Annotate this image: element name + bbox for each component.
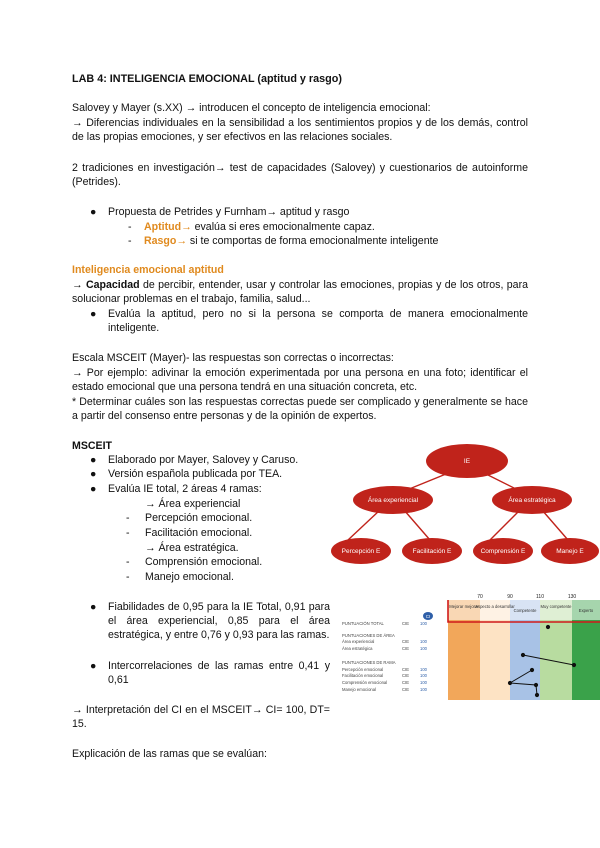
aptitud-label: Aptitud→ [144, 221, 192, 233]
score-point [534, 683, 537, 686]
tick-label: 110 [536, 594, 544, 600]
score-point [508, 681, 511, 684]
bullet-dot: ● [90, 601, 97, 613]
intro-definition: → Diferencias individuales en la sensibilidad a los sentimientos propios y de los demás, control de las propias emociones, y ser efectivos en las relaciones sociales. [72, 117, 528, 144]
arrow: → [72, 279, 86, 291]
node-branch-label: Facilitación E [412, 548, 452, 555]
profile-row-score: 100 [420, 680, 427, 685]
msceit-example: → Por ejemplo: adivinar la emoción experimentada por una persona en una foto; identificar el estado emocional que una persona tendrá en una situación concreta, etc. [72, 367, 528, 394]
score-point [521, 653, 524, 656]
bullet-dot: ● [90, 454, 97, 466]
ci-badge-label: CI [425, 614, 431, 619]
branch-item: Facilitación emocional. [145, 527, 253, 539]
profile-row-code: CIE [402, 646, 409, 651]
connector-line [348, 510, 380, 540]
score-point [535, 693, 538, 696]
column-label: Competente [513, 608, 537, 613]
column-label: Muy competente [540, 604, 572, 609]
node-branch-label: Percepción E [341, 548, 381, 555]
profile-row-score: 100 [420, 667, 427, 672]
intercorrelation-bullet: Intercorrelaciones de las ramas entre 0,41 y 0,61 [108, 660, 330, 687]
bullet-dot: ● [90, 206, 97, 218]
intro-line: Salovey y Mayer (s.XX) → introducen el concepto de inteligencia emocional: [72, 102, 431, 114]
profile-row-label: Comprensión emocional [342, 680, 388, 685]
capacidad-word: Capacidad [85, 279, 140, 291]
branch-item: Comprensión emocional. [145, 556, 263, 568]
dash: - [126, 556, 130, 568]
dash: - [126, 512, 130, 524]
profile-row-score: 100 [420, 687, 427, 692]
branch-item: Percepción emocional. [145, 512, 253, 524]
msceit-bullet: Evalúa IE total, 2 áreas 4 ramas: [108, 483, 262, 495]
node-branch-label: Comprensión E [480, 548, 526, 555]
bullet-dot: ● [90, 483, 97, 495]
profile-row-label: Manejo emocional [342, 687, 376, 692]
area-experiencial: → Área experiencial [145, 498, 241, 510]
area-estrategica: → Área estratégica. [145, 542, 239, 554]
profile-row-label: Área experiencial [342, 639, 375, 644]
connector-line [490, 510, 520, 540]
ie-hierarchy-diagram [330, 440, 600, 575]
interpretation-line: → Interpretación del CI en el MSCEIT→ CI= 100, DT= 15. [72, 704, 330, 731]
bullet-dot: ● [90, 468, 97, 480]
aptitud-definition [72, 278, 528, 306]
score-point [572, 663, 575, 666]
bullet-dot: ● [90, 660, 97, 672]
traditions-paragraph: 2 tradiciones en investigación→ test de capacidades (Salovey) y cuestionarios de autoinforme (Petrides). [72, 162, 528, 189]
definition-text: de percibir, entender, usar y controlar las emociones, propias y de los otros, para solucionar problemas en el trabajo, familia, salud... [72, 279, 528, 306]
profile-row-code: CIE [402, 639, 409, 644]
explanation-line: Explicación de las ramas que se evalúan: [72, 748, 267, 760]
profile-row-code: CIE [402, 667, 409, 672]
node-branch-label: Manejo E [556, 548, 584, 555]
rasgo-label: Rasgo→ [144, 235, 187, 247]
profile-row-code: CIE [402, 680, 409, 685]
tick-label: 70 [477, 594, 483, 600]
profile-row-score: 100 [420, 673, 427, 678]
profile-row-score: 100 [420, 639, 427, 644]
score-point [530, 668, 533, 671]
branch-item: Manejo emocional. [145, 571, 234, 583]
msceit-heading: MSCEIT [72, 440, 113, 452]
connector-line [404, 510, 430, 540]
aptitud-heading: Inteligencia emocional aptitud [72, 264, 224, 276]
reliability-bullet: Fiabilidades de 0,95 para la IE Total, 0,91 para el área experiencial, 0,85 para el área estratégica, y entre 0,76 y 0,93 para las ramas. [108, 601, 330, 642]
tick-label: 130 [567, 594, 577, 600]
msceit-profile-chart [338, 592, 600, 700]
profile-row-score: 100 [420, 646, 427, 651]
aptitud-item [144, 220, 375, 234]
tick-label: 90 [507, 594, 513, 600]
column-label: Aspecto a desarrollar [475, 604, 515, 609]
profile-row-label: Área estratégica [342, 646, 373, 651]
msceit-bullet: Versión española publicada por TEA. [108, 468, 283, 480]
dash: - [126, 571, 130, 583]
node-area-label: Área estratégica [508, 497, 556, 504]
proposal-bullet: Propuesta de Petrides y Furnham→ aptitud y rasgo [108, 206, 350, 218]
score-point [546, 625, 549, 628]
profile-row-label: PUNTUACIONES DE RAMA [342, 660, 396, 665]
node-root-label: IE [463, 458, 471, 465]
msceit-bullet: Elaborado por Mayer, Salovey y Caruso. [108, 454, 299, 466]
column-label: Experto [578, 608, 594, 613]
column-label: Mejorar mejorar [449, 604, 479, 609]
page-title: LAB 4: INTELIGENCIA EMOCIONAL (aptitud y rasgo) [72, 73, 342, 85]
node-area-label: Área experiencial [367, 497, 419, 504]
msceit-scale-line: Escala MSCEIT (Mayer)- las respuestas son correctas o incorrectas: [72, 352, 394, 364]
connector-line [542, 510, 568, 540]
profile-row-label: Facilitación emocional [342, 673, 384, 678]
bullet-dot: ● [90, 308, 97, 320]
profile-row-label: PUNTUACIÓN TOTAL [342, 621, 384, 626]
msceit-note: * Determinar cuáles son las respuestas correctas puede ser complicado y generalmente se hace a partir del consenso entre personas y de la opinión de expertos. [72, 396, 528, 423]
dash: - [126, 527, 130, 539]
dash: - [128, 235, 132, 247]
rasgo-item [144, 234, 438, 248]
dash: - [128, 221, 132, 233]
profile-row-label: PUNTUACIONES DE ÁREA [342, 633, 395, 638]
aptitud-bullet: Evalúa la aptitud, pero no si la persona se comporta de manera emocionalmente inteligente. [108, 308, 528, 335]
rasgo-text: si te comportas de forma emocionalmente inteligente [186, 235, 439, 247]
profile-row-code: CIE [402, 621, 409, 626]
profile-row-code: CIE [402, 673, 409, 678]
profile-row-score: 100 [420, 621, 427, 626]
profile-row-label: Percepción emocional [342, 667, 384, 672]
profile-row-code: CIE [402, 687, 409, 692]
aptitud-text: evalúa si eres emocionalmente capaz. [191, 221, 375, 233]
